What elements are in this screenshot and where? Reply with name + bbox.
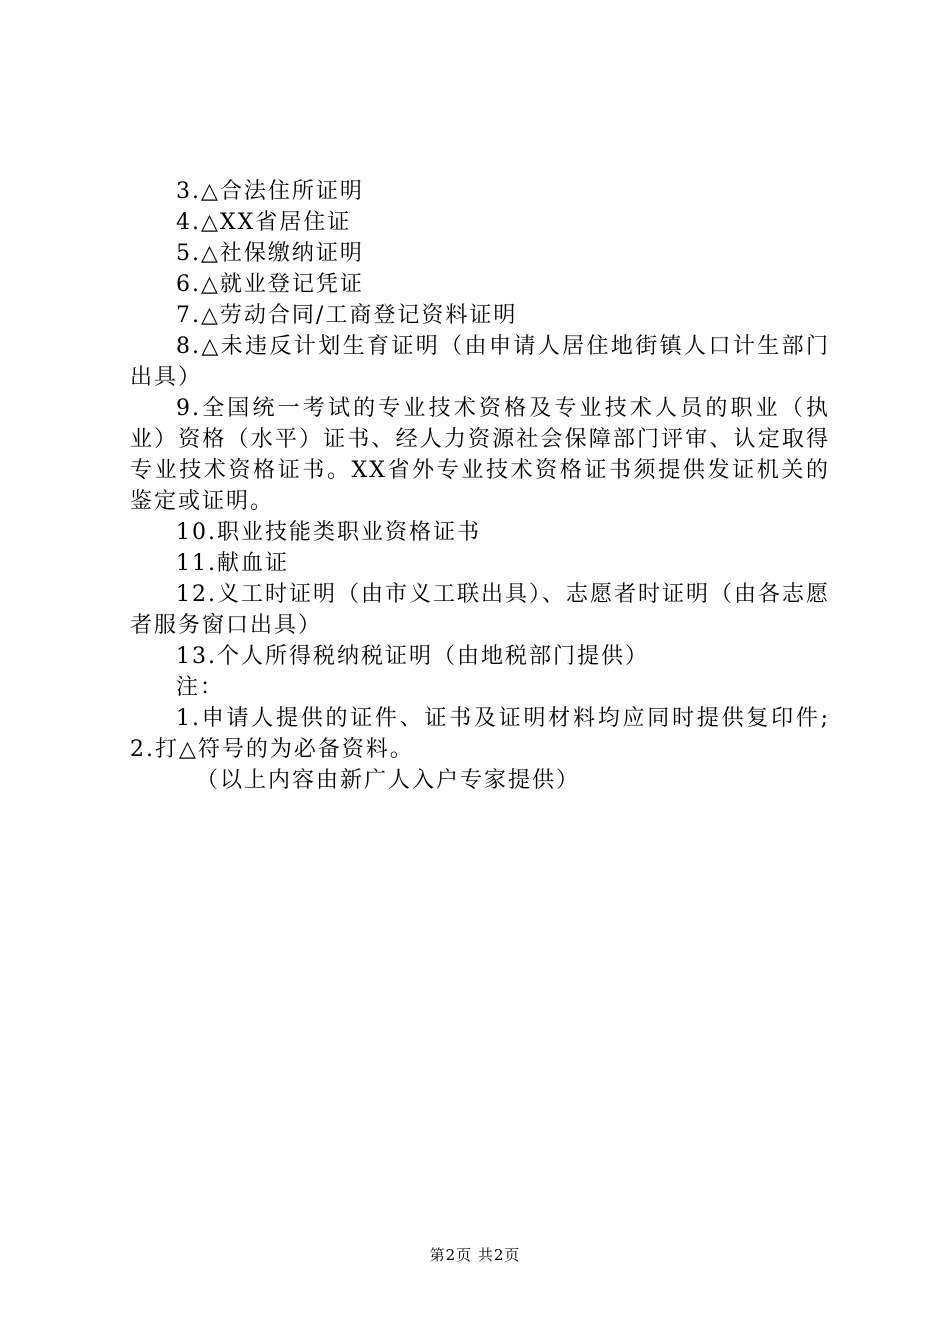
paragraph-item-13: 13.个人所得税纳税证明（由地税部门提供） [176,644,649,669]
source-credit: （以上内容由新广人入户专家提供） [196,768,581,793]
paragraph-item-9: 9.全国统一考试的专业技术资格及专业技术人员的职业（执业）资格（水平）证书、经人力资源社会保障部门评审、认定取得专业技术资格证书。XX省外专业技术资格证书须提供发证机关的鉴定或证明。 [130,396,830,514]
document-body [130,176,830,796]
paragraph-item-3: 3.△合法住所证明 [176,179,364,204]
paragraph-item-7: 7.△劳动合同/工商登记资料证明 [176,303,518,328]
paragraph-item-4: 4.△XX省居住证 [176,210,352,235]
paragraph-item-11: 11.献血证 [176,551,289,576]
note-text: 1.申请人提供的证件、证书及证明材料均应同时提供复印件;2.打△符号的为必备资料。 [130,706,830,762]
page-number-footer: 第2页 共2页 [429,1246,521,1264]
paragraph-item-8: 8.△未违反计划生育证明（由申请人居住地街镇人口计生部门出具） [130,334,830,390]
paragraph-item-12: 12.义工时证明（由市义工联出具）、志愿者时证明（由各志愿者服务窗口出具） [130,582,830,638]
note-heading: 注： [176,675,225,700]
paragraph-item-10: 10.职业技能类职业资格证书 [176,520,481,545]
paragraph-item-6: 6.△就业登记凭证 [176,272,364,297]
paragraph-item-5: 5.△社保缴纳证明 [176,241,364,266]
